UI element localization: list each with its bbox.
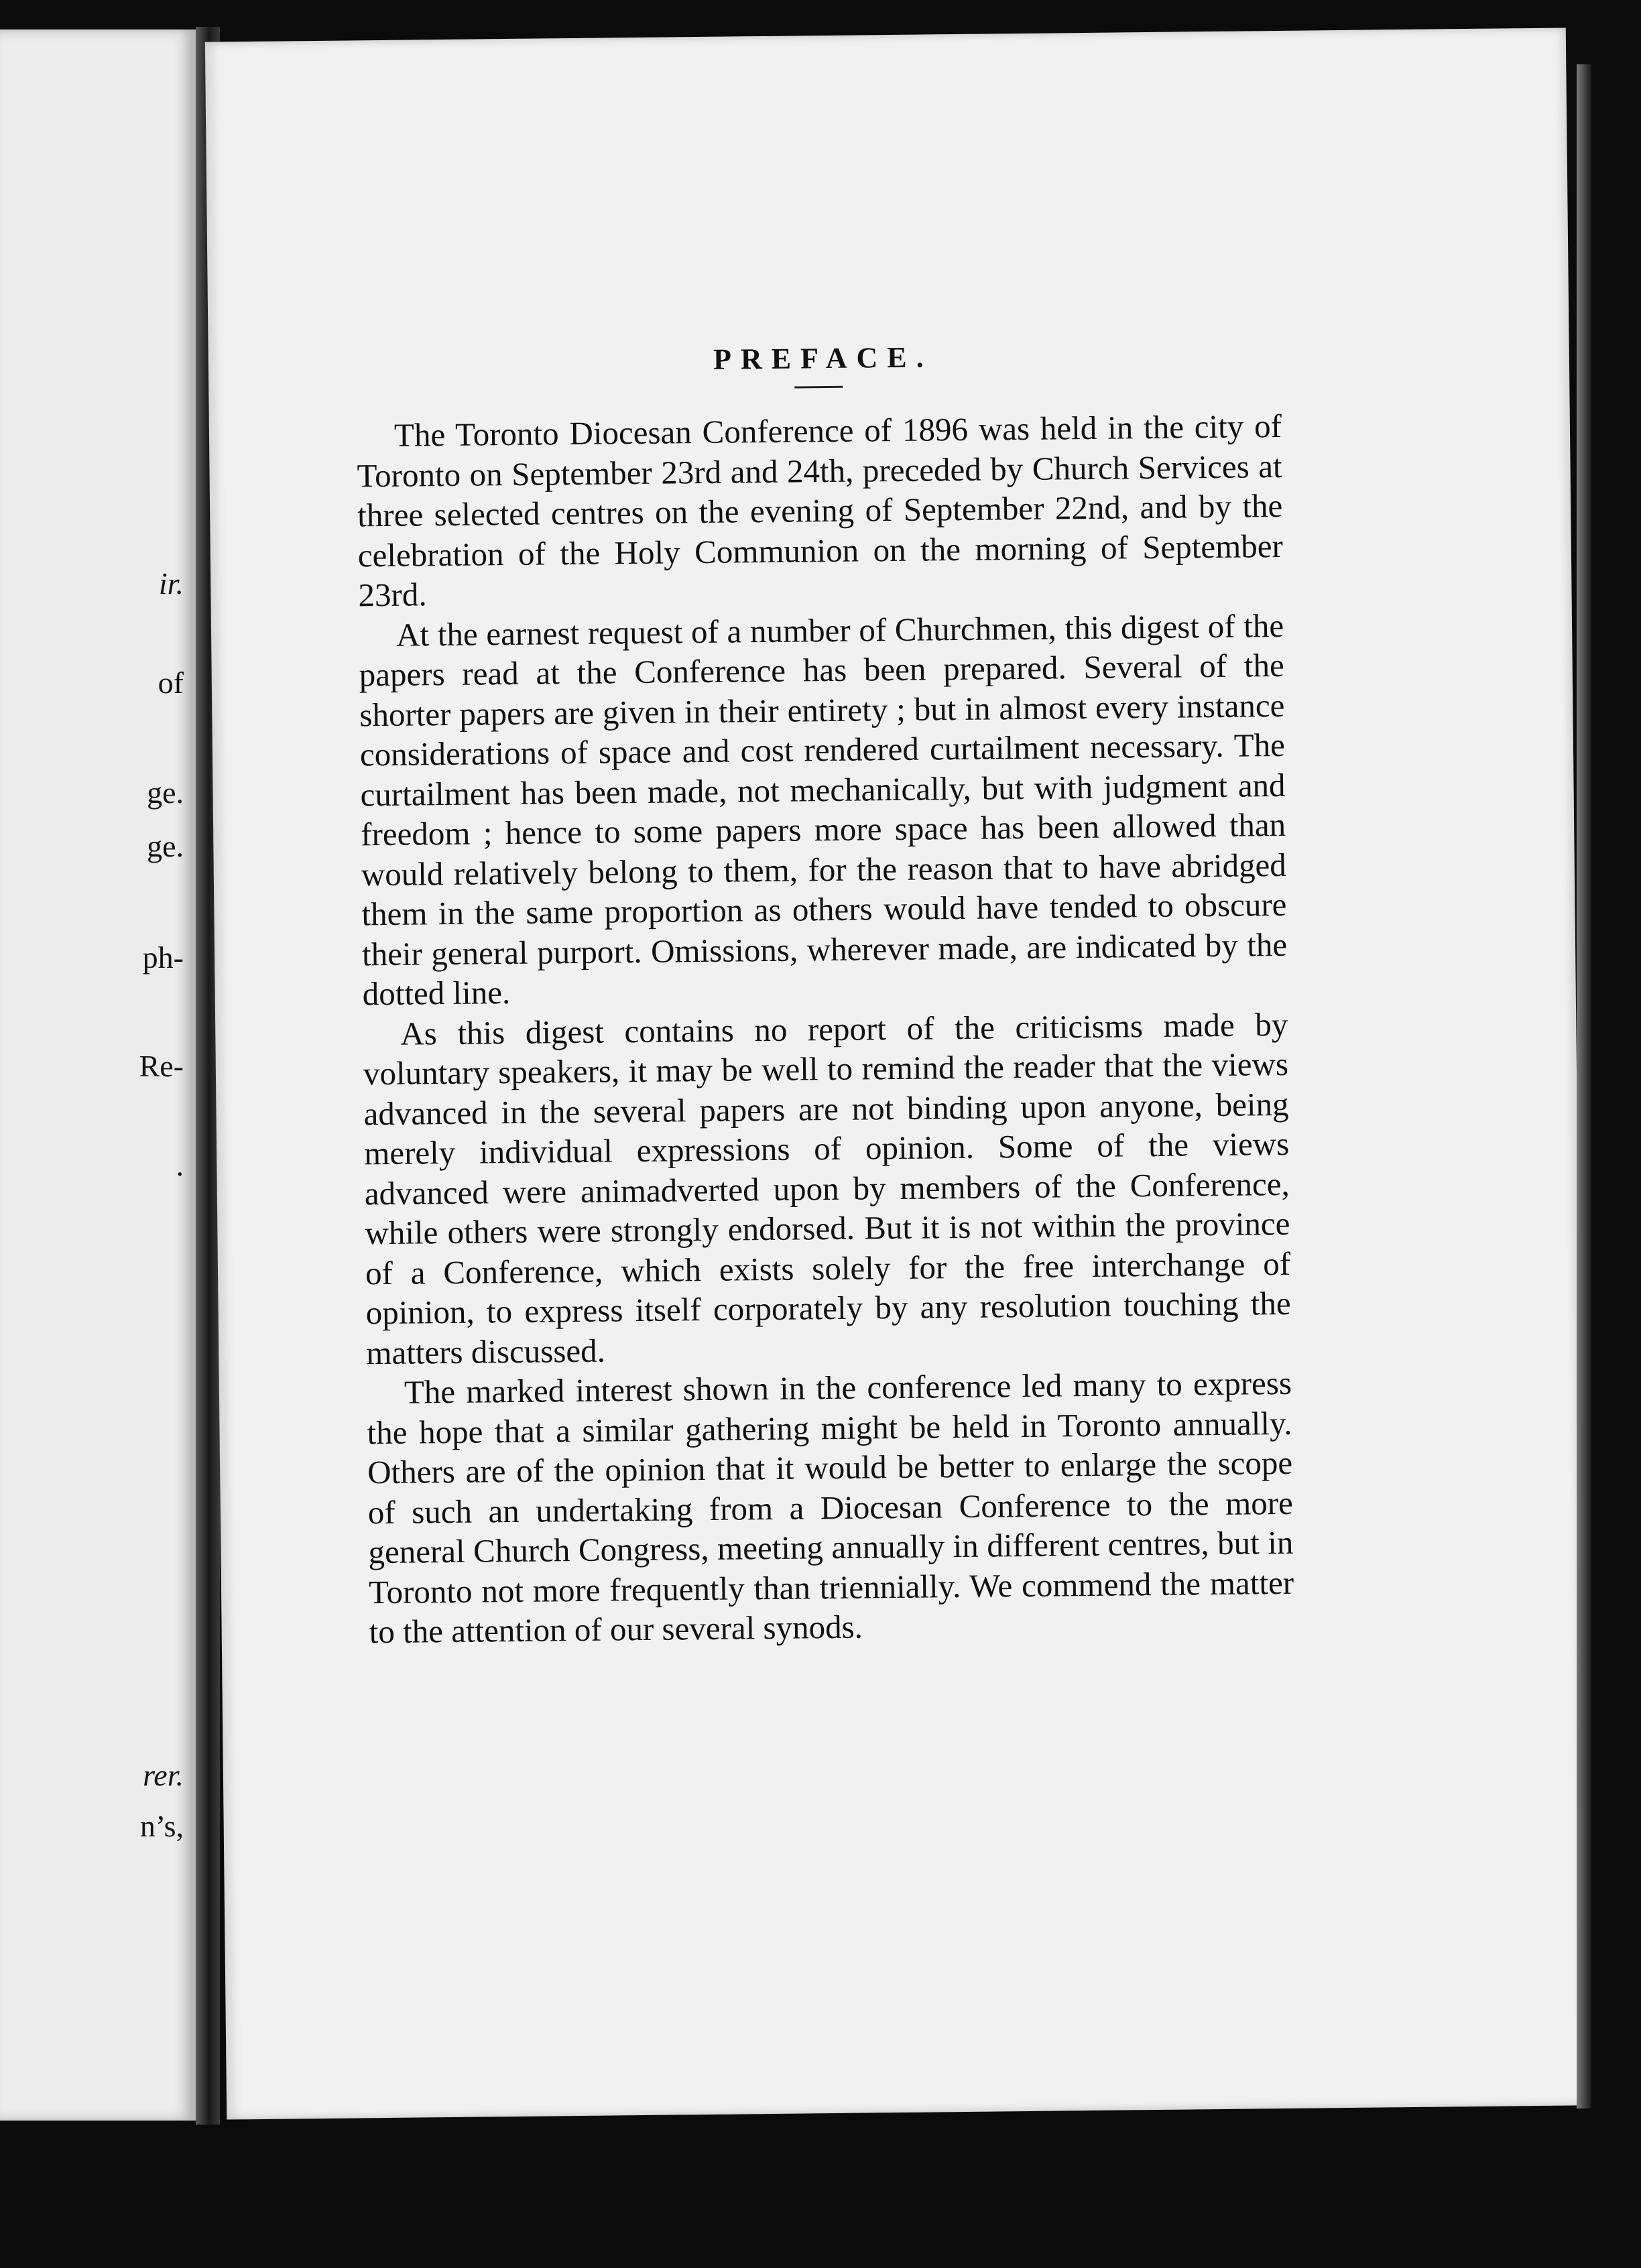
left-page-fragment: Re- [139,1049,184,1083]
page-edge [1577,64,1591,2108]
left-page-fragment: rer. [143,1758,184,1792]
left-page-fragment: of [158,666,184,700]
left-page-fragment: ge. [147,775,184,810]
paragraph: As this digest contains no report of the criticisms made by voluntary speakers, it may be well to remind the reader that the views advanced in the several papers are not binding upon anyone, being merely individual expressions of opinion. Some of the views advanced were animadverted upon by members of the Conference, while others were strongly endorsed. But it is not within the province of a Conference, which exists solely for the free interchange of opinion, to express itself corporately by any resolution touching the matters discussed. [363,1005,1291,1371]
left-page-fragment: . [176,1148,184,1182]
page-title: PREFACE. [713,340,933,376]
left-page-fragment: ge. [147,829,184,863]
title-rule [794,386,843,389]
left-page-fragment: n’s, [139,1809,184,1843]
left-page [0,29,196,2121]
left-page-fragment: ir. [158,566,184,601]
left-page-fragment: ph- [142,940,184,974]
right-page [205,27,1587,2119]
preface-text [356,336,1294,1652]
paragraph: The Toronto Diocesan Conference of 1896 was held in the city of Toronto on September 23rd and 24th, preceded by Church Services at three selected centres on the evening of September 22nd, and by the celebration of the Holy Communion on the morning of September 23rd. [357,407,1284,614]
paragraph: The marked interest shown in the conference led many to express the hope that a similar gathering might be held in Toronto annually. Others are of the opinion that it would be better to enlarge the scope of such an undertaking from a Diocesan Conference to the more general Church Congress, meeting annually in different centres, but in Toronto not more frequently than triennially. We commend the matter to the attention of our several synods. [367,1364,1294,1651]
paragraph: At the earnest request of a number of Churchmen, this digest of the papers read at the Conference has been prepared. Several of the shorter papers are given in their entirety ; but in almost every instance considerations of space and cost rendered curtailment necessary. The curtailment has been made, not mechanically, but with judgment and freedom ; hence to some papers more space has been allowed than would relatively belong to them, for the reason that to have abridged them in the same proportion as others would have tended to obscure their general purport. Omissions, wherever made, are indicated by the dotted line. [359,607,1288,1013]
